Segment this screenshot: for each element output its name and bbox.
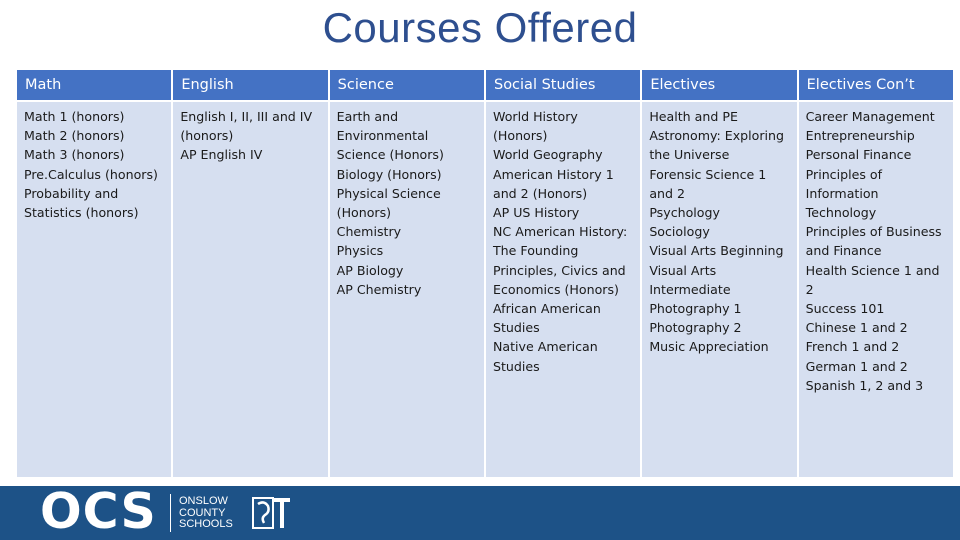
course-item: Career Management xyxy=(805,109,935,124)
courses-table xyxy=(15,68,955,479)
course-item: Chemistry xyxy=(336,224,402,240)
school-name xyxy=(179,496,233,531)
course-item: Studies xyxy=(492,358,540,374)
course-item: Environmental xyxy=(336,128,429,144)
logo-divider xyxy=(170,494,171,532)
course-list-science xyxy=(329,101,485,478)
column-header-english: English xyxy=(172,69,328,101)
course-item: German 1 and 2 xyxy=(805,358,908,374)
school-name-line: SCHOOLS xyxy=(179,518,233,530)
course-item: Photography 2 xyxy=(649,320,742,336)
column-header-math: Math xyxy=(16,69,172,101)
course-item: Principles of xyxy=(805,166,883,182)
course-item: the Universe xyxy=(649,147,730,163)
course-item: World Geography xyxy=(492,147,603,163)
course-item: AP English IV xyxy=(180,147,263,163)
course-item: Psychology xyxy=(649,205,720,221)
course-item: and 2 (Honors) xyxy=(492,185,588,201)
course-item: English I, II, III and IV xyxy=(180,109,313,124)
course-item: Forensic Science 1 xyxy=(649,166,767,182)
ocs-logo-text: OCS xyxy=(40,483,157,540)
course-item: Success 101 xyxy=(805,301,885,317)
course-item: Health Science 1 and xyxy=(805,262,940,278)
school-name-line: ONSLOW xyxy=(179,495,228,507)
course-item: Chinese 1 and 2 xyxy=(805,320,908,336)
course-item: Intermediate xyxy=(649,281,731,297)
column-header-social-studies: Social Studies xyxy=(485,69,641,101)
course-item: Entrepreneurship xyxy=(805,128,915,144)
course-item: 2 xyxy=(805,281,814,297)
column-header-science: Science xyxy=(329,69,485,101)
course-item: (honors) xyxy=(180,128,234,144)
course-item: Earth and xyxy=(336,109,399,124)
course-item: Principles of Business xyxy=(805,224,942,240)
course-list-social-studies xyxy=(485,101,641,478)
course-item: Pre.Calculus (honors) xyxy=(24,166,158,182)
course-item: Math 1 (honors) xyxy=(24,109,125,124)
course-item: and Finance xyxy=(805,243,882,259)
course-item: (Honors) xyxy=(492,128,548,144)
course-item: Spanish 1, 2 and 3 xyxy=(805,377,924,393)
column-header-electives: Electives xyxy=(641,69,797,101)
school-emblem-icon xyxy=(252,494,292,532)
course-item: American History 1 xyxy=(492,166,614,182)
course-item: Principles, Civics and xyxy=(492,262,626,278)
course-item: World History xyxy=(492,109,578,124)
course-item: Science (Honors) xyxy=(336,147,444,163)
course-item: Photography 1 xyxy=(649,301,742,317)
course-item: NC American History: xyxy=(492,224,628,240)
table-row xyxy=(16,101,954,478)
course-item: Economics (Honors) xyxy=(492,281,619,297)
course-item: Astronomy: Exploring xyxy=(649,128,785,144)
course-item: African American xyxy=(492,301,601,317)
page-title: Courses Offered xyxy=(322,4,638,51)
course-list-english xyxy=(172,101,328,478)
course-item: Music Appreciation xyxy=(649,339,769,355)
course-item: Probability and xyxy=(24,185,119,201)
course-item: Physics xyxy=(336,243,384,259)
school-name-line: COUNTY xyxy=(179,506,226,519)
course-list-math xyxy=(16,101,172,478)
course-item: Math 2 (honors) xyxy=(24,128,125,144)
course-item: Technology xyxy=(805,205,877,221)
course-item: Biology (Honors) xyxy=(336,166,442,182)
course-item: AP Biology xyxy=(336,262,404,278)
course-item: Visual Arts Beginning xyxy=(649,243,784,259)
course-item: Studies xyxy=(492,320,540,336)
course-item: AP US History xyxy=(492,205,580,221)
course-item: (Honors) xyxy=(336,205,392,221)
course-item: Visual Arts xyxy=(649,262,717,278)
course-item: and 2 xyxy=(649,185,686,201)
table-header-row xyxy=(16,69,954,101)
course-item: Sociology xyxy=(649,224,710,240)
course-item: Information xyxy=(805,185,879,201)
course-item: Math 3 (honors) xyxy=(24,147,125,163)
course-list-electives xyxy=(641,101,797,478)
course-item: Statistics (honors) xyxy=(24,205,139,221)
course-list-electives-cont xyxy=(798,101,954,478)
course-item: French 1 and 2 xyxy=(805,339,900,355)
course-item: Physical Science xyxy=(336,185,441,201)
course-item: Health and PE xyxy=(649,109,738,124)
footer-bar xyxy=(0,483,960,540)
column-header-electives-cont: Electives Con’t xyxy=(798,69,954,101)
course-item: AP Chemistry xyxy=(336,281,422,297)
course-item: Native American xyxy=(492,339,598,355)
course-item: Personal Finance xyxy=(805,147,912,163)
course-item: The Founding xyxy=(492,243,579,259)
